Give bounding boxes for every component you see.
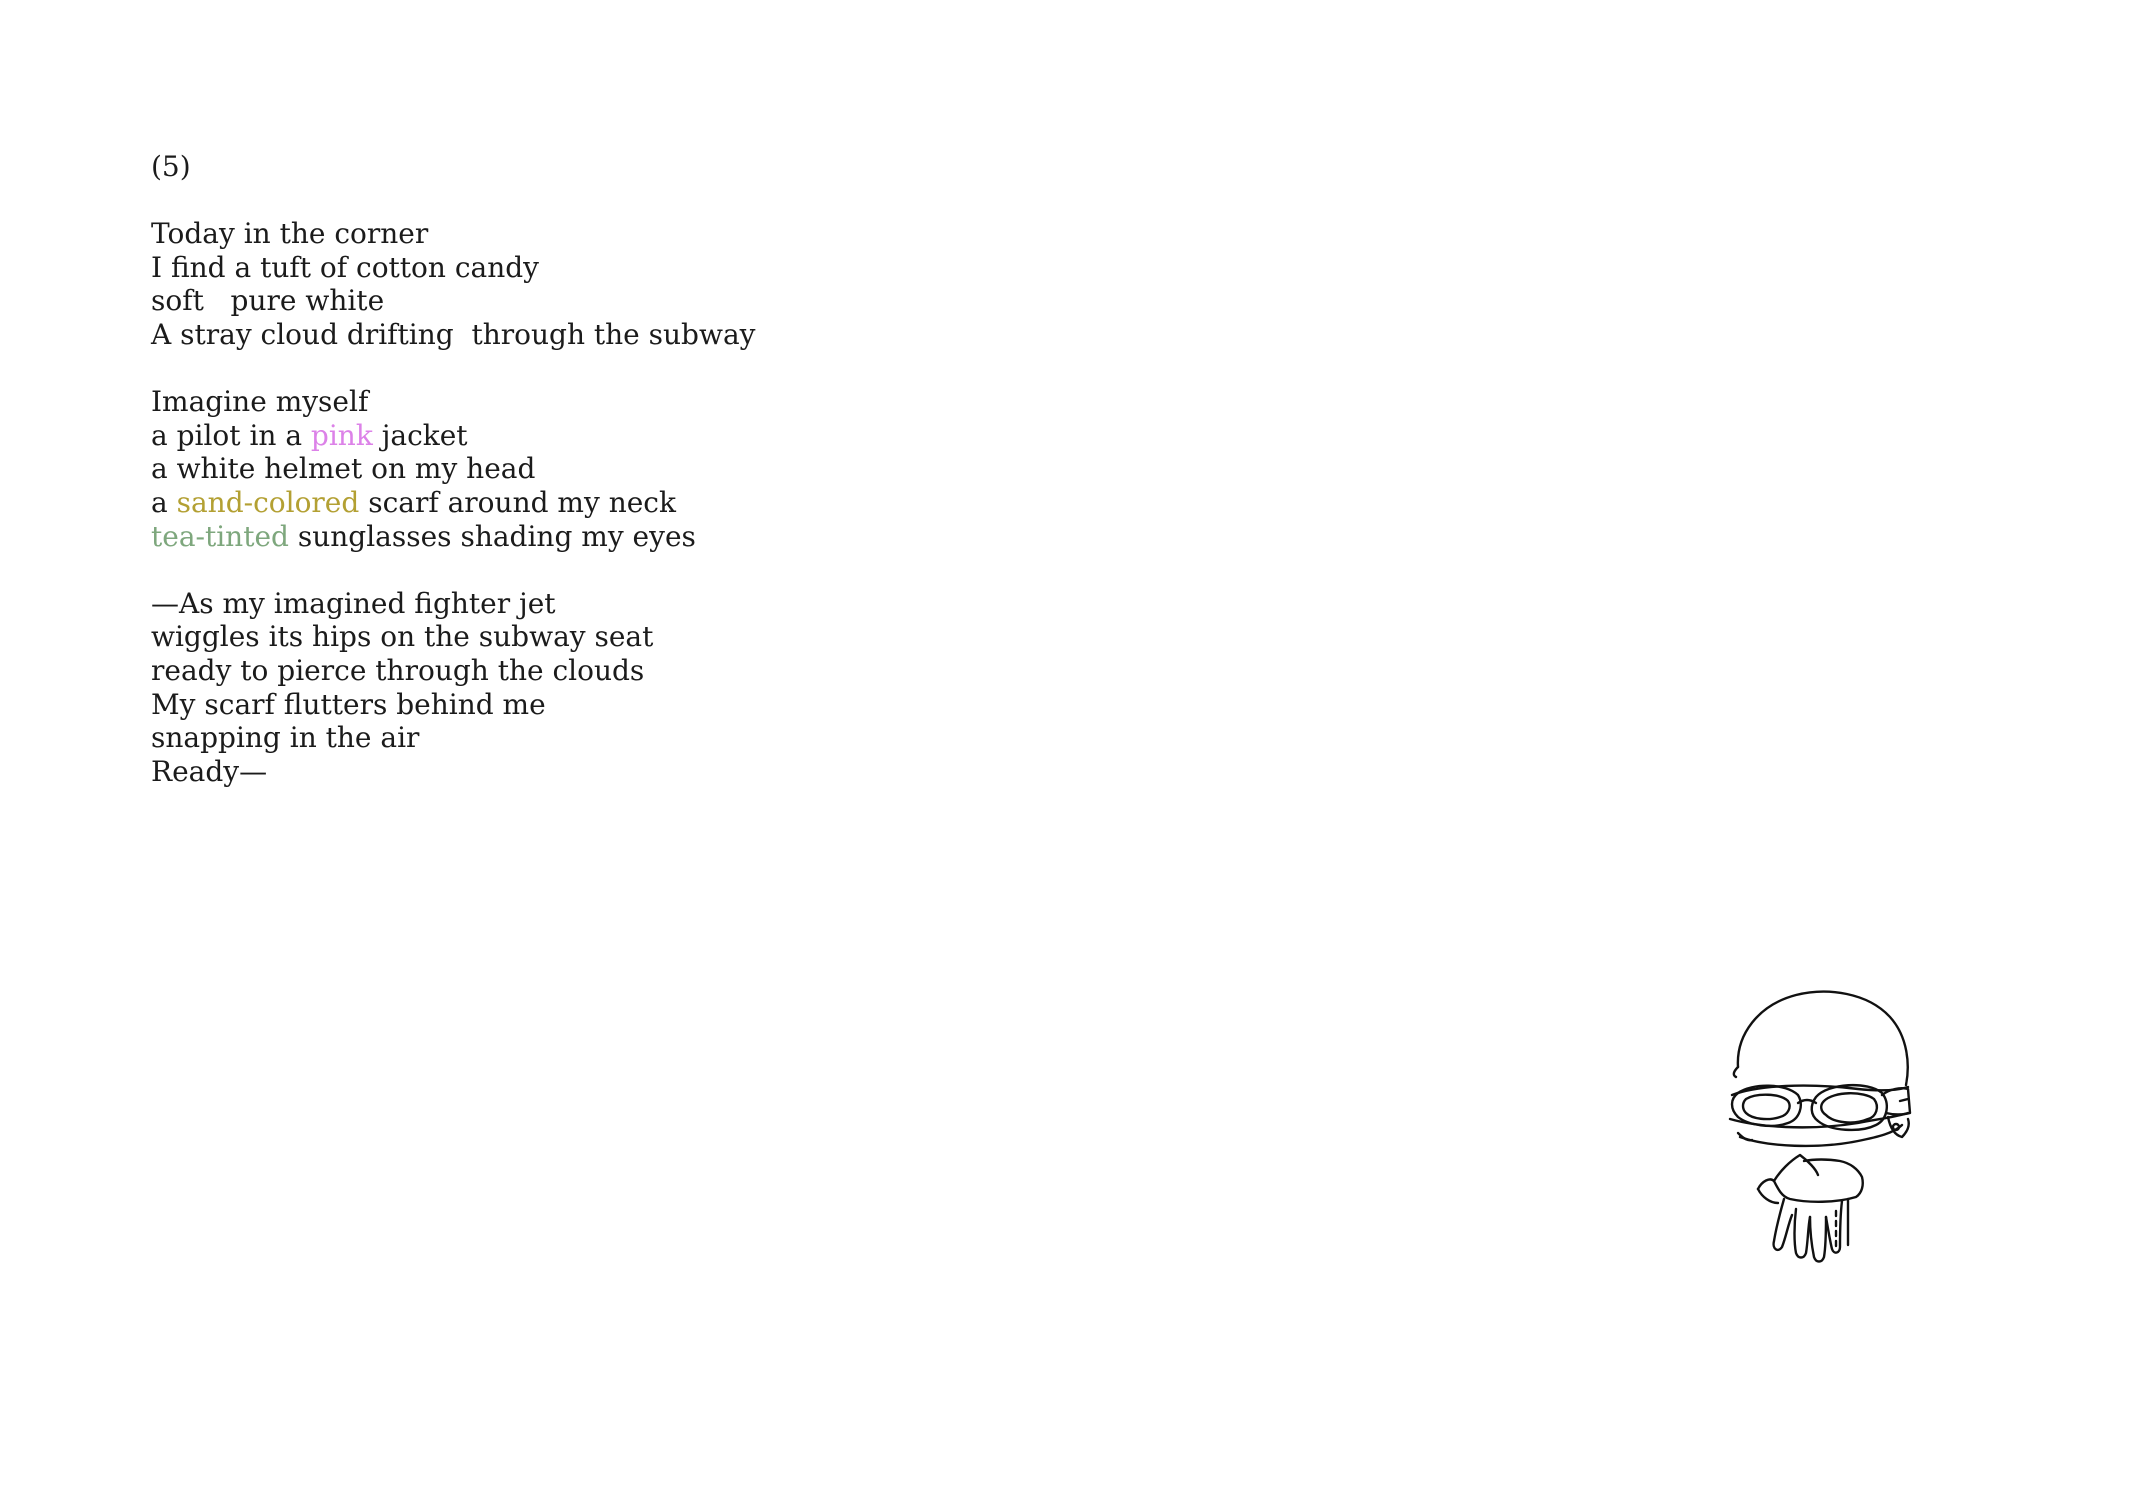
poem-text: sunglasses shading my eyes [288, 519, 696, 553]
poem [151, 150, 1051, 788]
poem-line: A stray cloud drifting through the subway [151, 317, 756, 351]
poem-line [151, 419, 1051, 453]
stanza-gap [151, 553, 1051, 587]
poem-line [151, 520, 1051, 554]
poem-line: ready to pierce through the clouds [151, 653, 645, 687]
poem-text: a pilot in a [151, 418, 311, 452]
poem-line: Imagine myself [151, 385, 369, 419]
pilot-helmet-goggles-glove-icon [1718, 985, 1938, 1275]
poem-line [151, 486, 1051, 520]
poem-line: —As my imagined fighter jet [151, 586, 556, 620]
poem-number: (5) [151, 150, 191, 183]
poem-line: My scarf flutters behind me [151, 687, 546, 721]
poem-line: Today in the corner [151, 217, 429, 251]
poem-text: a [151, 485, 177, 519]
highlight-sand: sand-colored [176, 485, 360, 519]
highlight-pink: pink [310, 418, 373, 452]
poem-text: jacket [372, 418, 468, 452]
poem-line: soft pure white [151, 284, 385, 318]
stanza-gap [151, 352, 1051, 386]
stanza-gap [151, 184, 1051, 218]
poem-line: a white helmet on my head [151, 452, 536, 486]
poem-line: Ready— [151, 754, 268, 788]
poem-line: snapping in the air [151, 721, 420, 755]
poem-line: wiggles its hips on the subway seat [151, 620, 654, 654]
poem-text: scarf around my neck [359, 485, 676, 519]
highlight-tea: tea-tinted [151, 519, 289, 553]
poem-line: I find a tuft of cotton candy [151, 250, 539, 284]
